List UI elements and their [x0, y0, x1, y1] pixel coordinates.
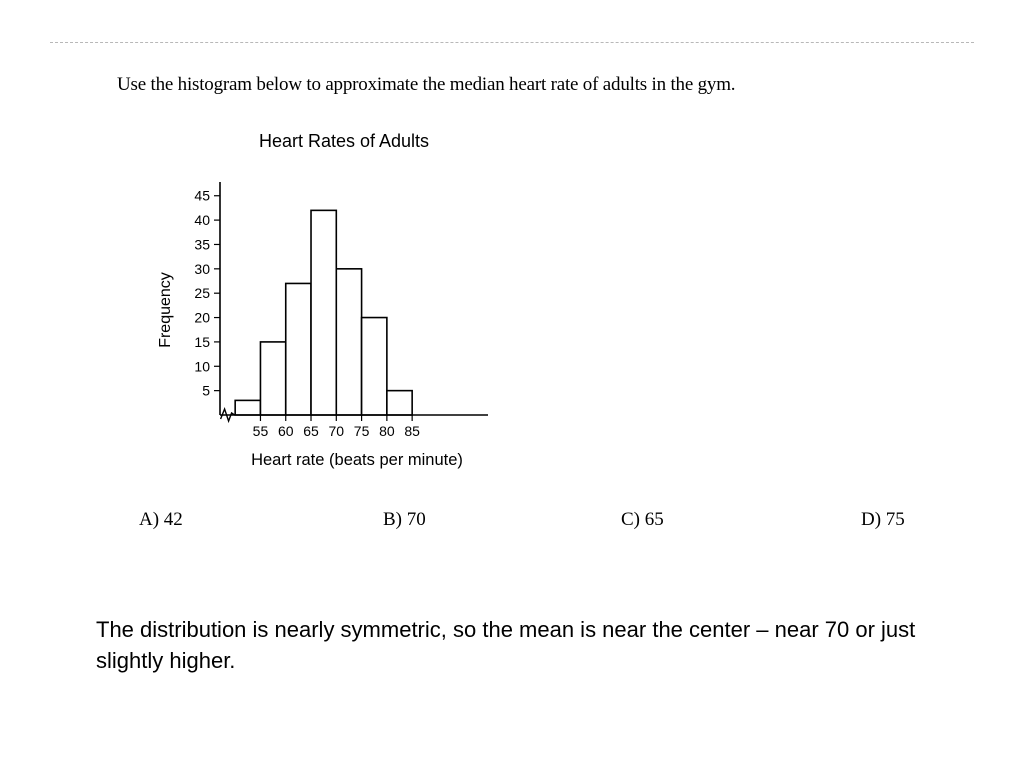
histogram-bar-6	[362, 318, 387, 415]
x-axis-label: Heart rate (beats per minute)	[251, 451, 463, 469]
y-tick-label: 35	[194, 236, 210, 253]
x-tick-label: 70	[328, 423, 345, 439]
y-tick-label: 40	[194, 212, 210, 229]
histogram-chart	[140, 120, 510, 480]
y-tick-label: 5	[202, 382, 210, 399]
histogram-bar-2	[260, 342, 285, 415]
top-divider	[50, 42, 974, 43]
question-text: Use the histogram below to approximate the median heart rate of adults in the gym.	[117, 74, 736, 95]
y-tick-label: 10	[194, 358, 210, 375]
answer-choices	[0, 509, 1024, 535]
answer-choice-b[interactable]: B) 70	[383, 509, 426, 530]
y-ticks	[194, 188, 220, 399]
chart-title: Heart Rates of Adults	[258, 131, 430, 151]
y-tick-label: 45	[194, 187, 210, 204]
x-tick-label: 60	[277, 423, 294, 439]
x-ticks	[253, 415, 420, 439]
x-tick-label: 85	[404, 423, 420, 439]
answer-choice-c[interactable]: C) 65	[621, 509, 664, 530]
x-tick-label: 55	[252, 423, 269, 439]
histogram-bar-5	[336, 269, 361, 415]
answer-choice-a[interactable]: A) 42	[139, 509, 183, 530]
x-tick-label: 80	[379, 423, 395, 439]
y-tick-label: 15	[194, 333, 210, 350]
histogram-bar-4	[311, 210, 336, 415]
bars-layer	[235, 210, 412, 415]
histogram-bar-3	[286, 283, 311, 415]
x-tick-label: 75	[353, 423, 370, 439]
answer-choice-d[interactable]: D) 75	[861, 509, 905, 530]
explanation-text: The distribution is nearly symmetric, so the mean is near the center – near 70 or just slightly higher.	[96, 617, 916, 673]
y-tick-label: 30	[194, 260, 210, 277]
x-tick-label: 65	[303, 423, 319, 439]
histogram-bar-1	[235, 400, 260, 415]
histogram-bar-7	[387, 391, 412, 415]
y-axis-label: Frequency	[157, 272, 174, 348]
y-tick-label: 25	[194, 285, 210, 302]
y-tick-label: 20	[194, 309, 210, 326]
